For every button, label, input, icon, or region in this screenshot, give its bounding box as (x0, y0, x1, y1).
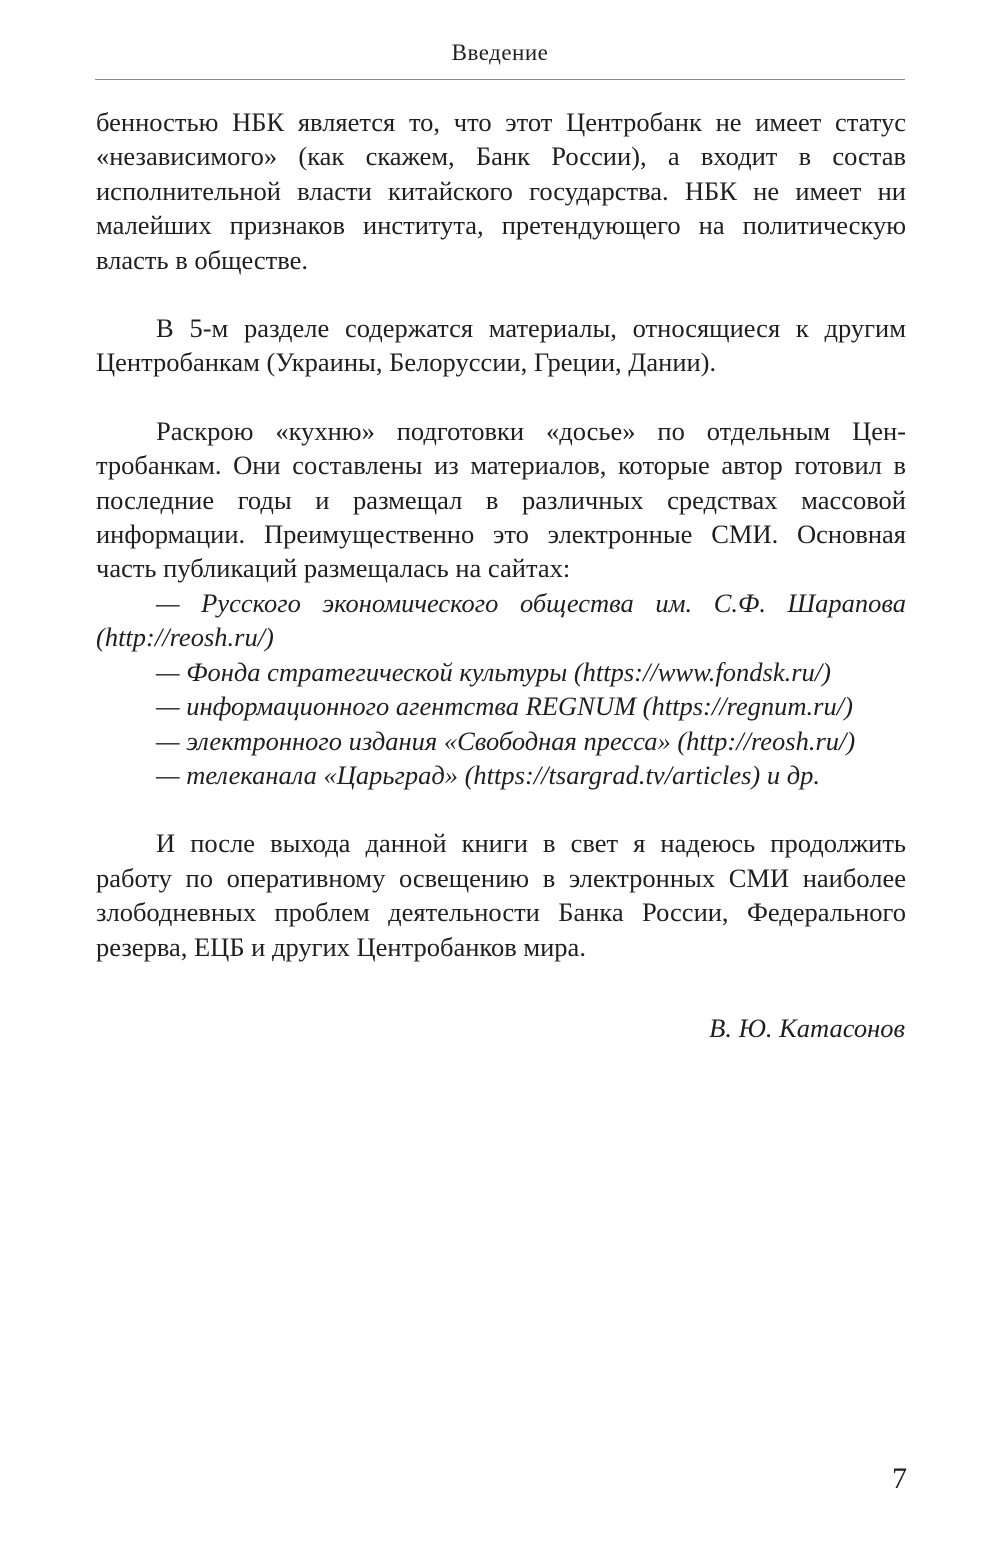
paragraph-continuation: бенностью НБК является то, что этот Центробанк не имеет статус «независимого» (как скажем, Банк России), а входит в состав исполнительной власти китайского государства. НБК не имеет ни малейших признаков института, претендующего на политическую власть в обществе. (96, 107, 906, 275)
list-item: — электронного издания «Свободная пресса» (http://reosh.ru/) (156, 725, 856, 756)
page-number: 7 (892, 1462, 907, 1495)
list-item: — Фонда стратегической культуры (https://www.fondsk.ru/) (156, 656, 831, 687)
list-item: — информационного агентства REGNUM (https://regnum.ru/) (156, 691, 853, 722)
header-rule (95, 79, 905, 80)
author-signature: В. Ю. Катасонов (709, 1013, 905, 1043)
sites-list (96, 586, 906, 792)
paragraph-section-five: В 5-м разделе содержатся материалы, относящиеся к другим Центробанкам (Украины, Белоруссии, Греции, Дании). (96, 313, 906, 378)
body-text (96, 105, 906, 964)
list-item: — телеканала «Царьград» (https://tsargrad.tv/articles) и др. (156, 759, 821, 790)
paragraph-closing: И после выхода данной книги в свет я надеюсь продолжить работу по оперативному освещению в электронных СМИ наиболее злободневных проблем деятельности Банка России, Федерального резерва, ЕЦБ и других Центробанков мира. (96, 828, 906, 962)
paragraph-dossier-kitchen: Раскрою «кухню» подготовки «досье» по отдельным Центробанкам. Они составлены из материалов, которые автор готовил в последние годы и размещал в различных средствах массовой информации. Преимущественно это электронные СМИ. Основная часть публикаций размещалась на сайтах: (96, 415, 906, 584)
running-header: Введение (451, 40, 549, 65)
list-item: — Русского экономического общества им. С.Ф. Шарапова (http://reosh.ru/) (96, 587, 906, 653)
